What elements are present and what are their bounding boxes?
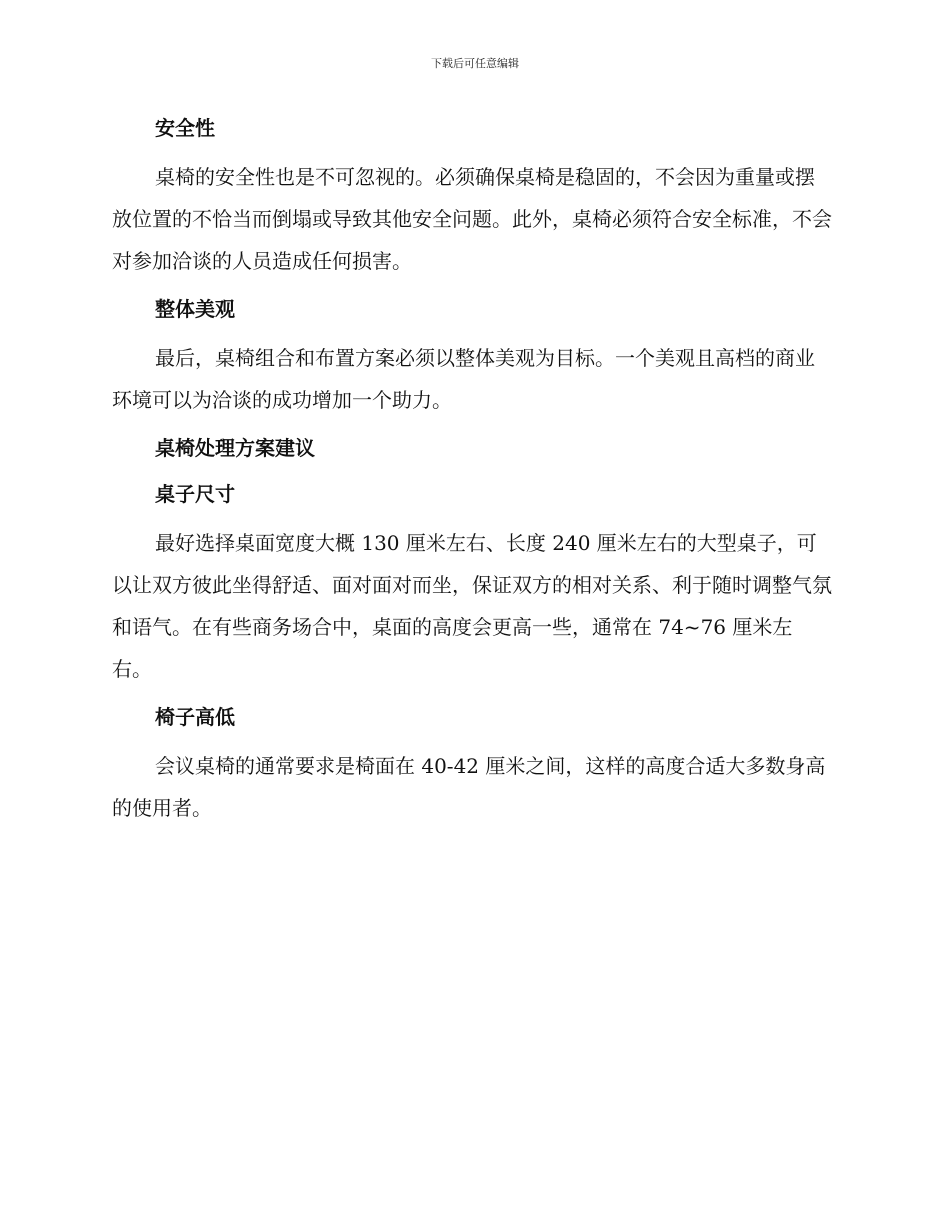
paragraph-table-size: 最好选择桌面宽度大概 130 厘米左右、长度 240 厘米左右的大型桌子，可以让双方彼此坐得舒适、面对面对而坐，保证双方的相对关系、利于随时调整气氛和语气。在有些商务场合中，桌面的高度会更高一些，通常在 74~76 厘米左右。 [112, 531, 832, 681]
heading-chair-height: 椅子高低 [155, 705, 235, 729]
heading-aesthetics: 整体美观 [155, 297, 235, 321]
paragraph-chair-height: 会议桌椅的通常要求是椅面在 40-42 厘米之间，这样的高度合适大多数身高的使用者。 [112, 754, 826, 820]
page-header: 下载后可任意编辑 [431, 57, 519, 70]
heading-proposal: 桌椅处理方案建议 [155, 436, 315, 460]
document-body [112, 108, 832, 836]
heading-safety: 安全性 [155, 116, 215, 140]
paragraph-aesthetics: 最后，桌椅组合和布置方案必须以整体美观为目标。一个美观且高档的商业环境可以为洽谈的成功增加一个助力。 [112, 346, 815, 412]
heading-table-size: 桌子尺寸 [155, 482, 235, 506]
paragraph-safety: 桌椅的安全性也是不可忽视的。必须确保桌椅是稳固的，不会因为重量或摆放位置的不恰当而倒塌或导致其他安全问题。此外，桌椅必须符合安全标准，不会对参加洽谈的人员造成任何损害。 [112, 165, 832, 273]
